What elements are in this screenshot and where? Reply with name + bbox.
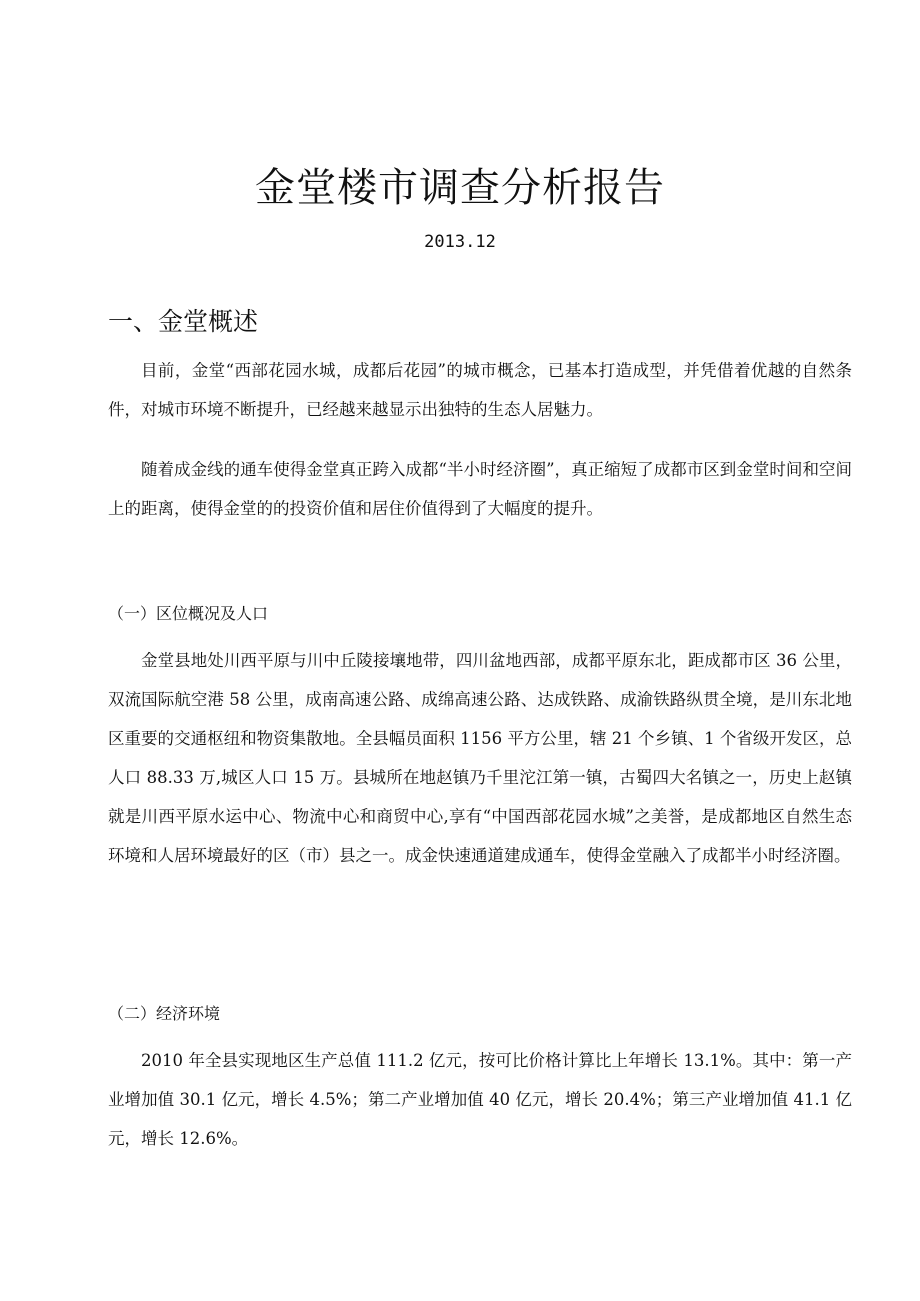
paragraph: 金堂县地处川西平原与川中丘陵接壤地带，四川盆地西部，成都平原东北，距成都市区 36 公里，双流国际航空港 58 公里，成南高速公路、成绵高速公路、达成铁路、成渝铁路纵贯全境，是川东北地区重要的交通枢纽和物资集散地。全县幅员面积 1156 平方公里，辖 21 个乡镇、1 个省级开发区，总人口 88.33 万,城区人口 15 万。县城所在地赵镇乃千里沱江第一镇，古蜀四大名镇之一，历史上赵镇就是川西平原水运中心、物流中心和商贸中心,享有“中国西部花园水城”之美誉，是成都地区自然生态环境和人居环境最好的区（市）县之一。成金快速通道建成通车，使得金堂融入了成都半小时经济圈。 <box>108 651 852 865</box>
paragraph: 2010 年全县实现地区生产总值 111.2 亿元，按可比价格计算比上年增长 13.1%。其中：第一产业增加值 30.1 亿元，增长 4.5%；第二产业增加值 40 亿元，增长 20.4%；第三产业增加值 41.1 亿元，增长 12.6%。 <box>108 1051 852 1148</box>
paragraph: 目前，金堂“西部花园水城，成都后花园”的城市概念，已基本打造成型，并凭借着优越的自然条件，对城市环境不断提升，已经越来越显示出独特的生态人居魅力。 <box>108 361 852 419</box>
document-title: 金堂楼市调查分析报告 <box>255 165 665 211</box>
subsection-heading: （二）经济环境 <box>108 1004 221 1023</box>
paragraph: 随着成金线的通车使得金堂真正跨入成都“半小时经济圈”，真正缩短了成都市区到金堂时间和空间上的距离，使得金堂的的投资价值和居住价值得到了大幅度的提升。 <box>108 460 852 518</box>
section-heading: 一、金堂概述 <box>108 307 259 336</box>
document-date: 2013.12 <box>424 232 496 252</box>
subsection-heading: （一）区位概况及人口 <box>108 604 269 623</box>
